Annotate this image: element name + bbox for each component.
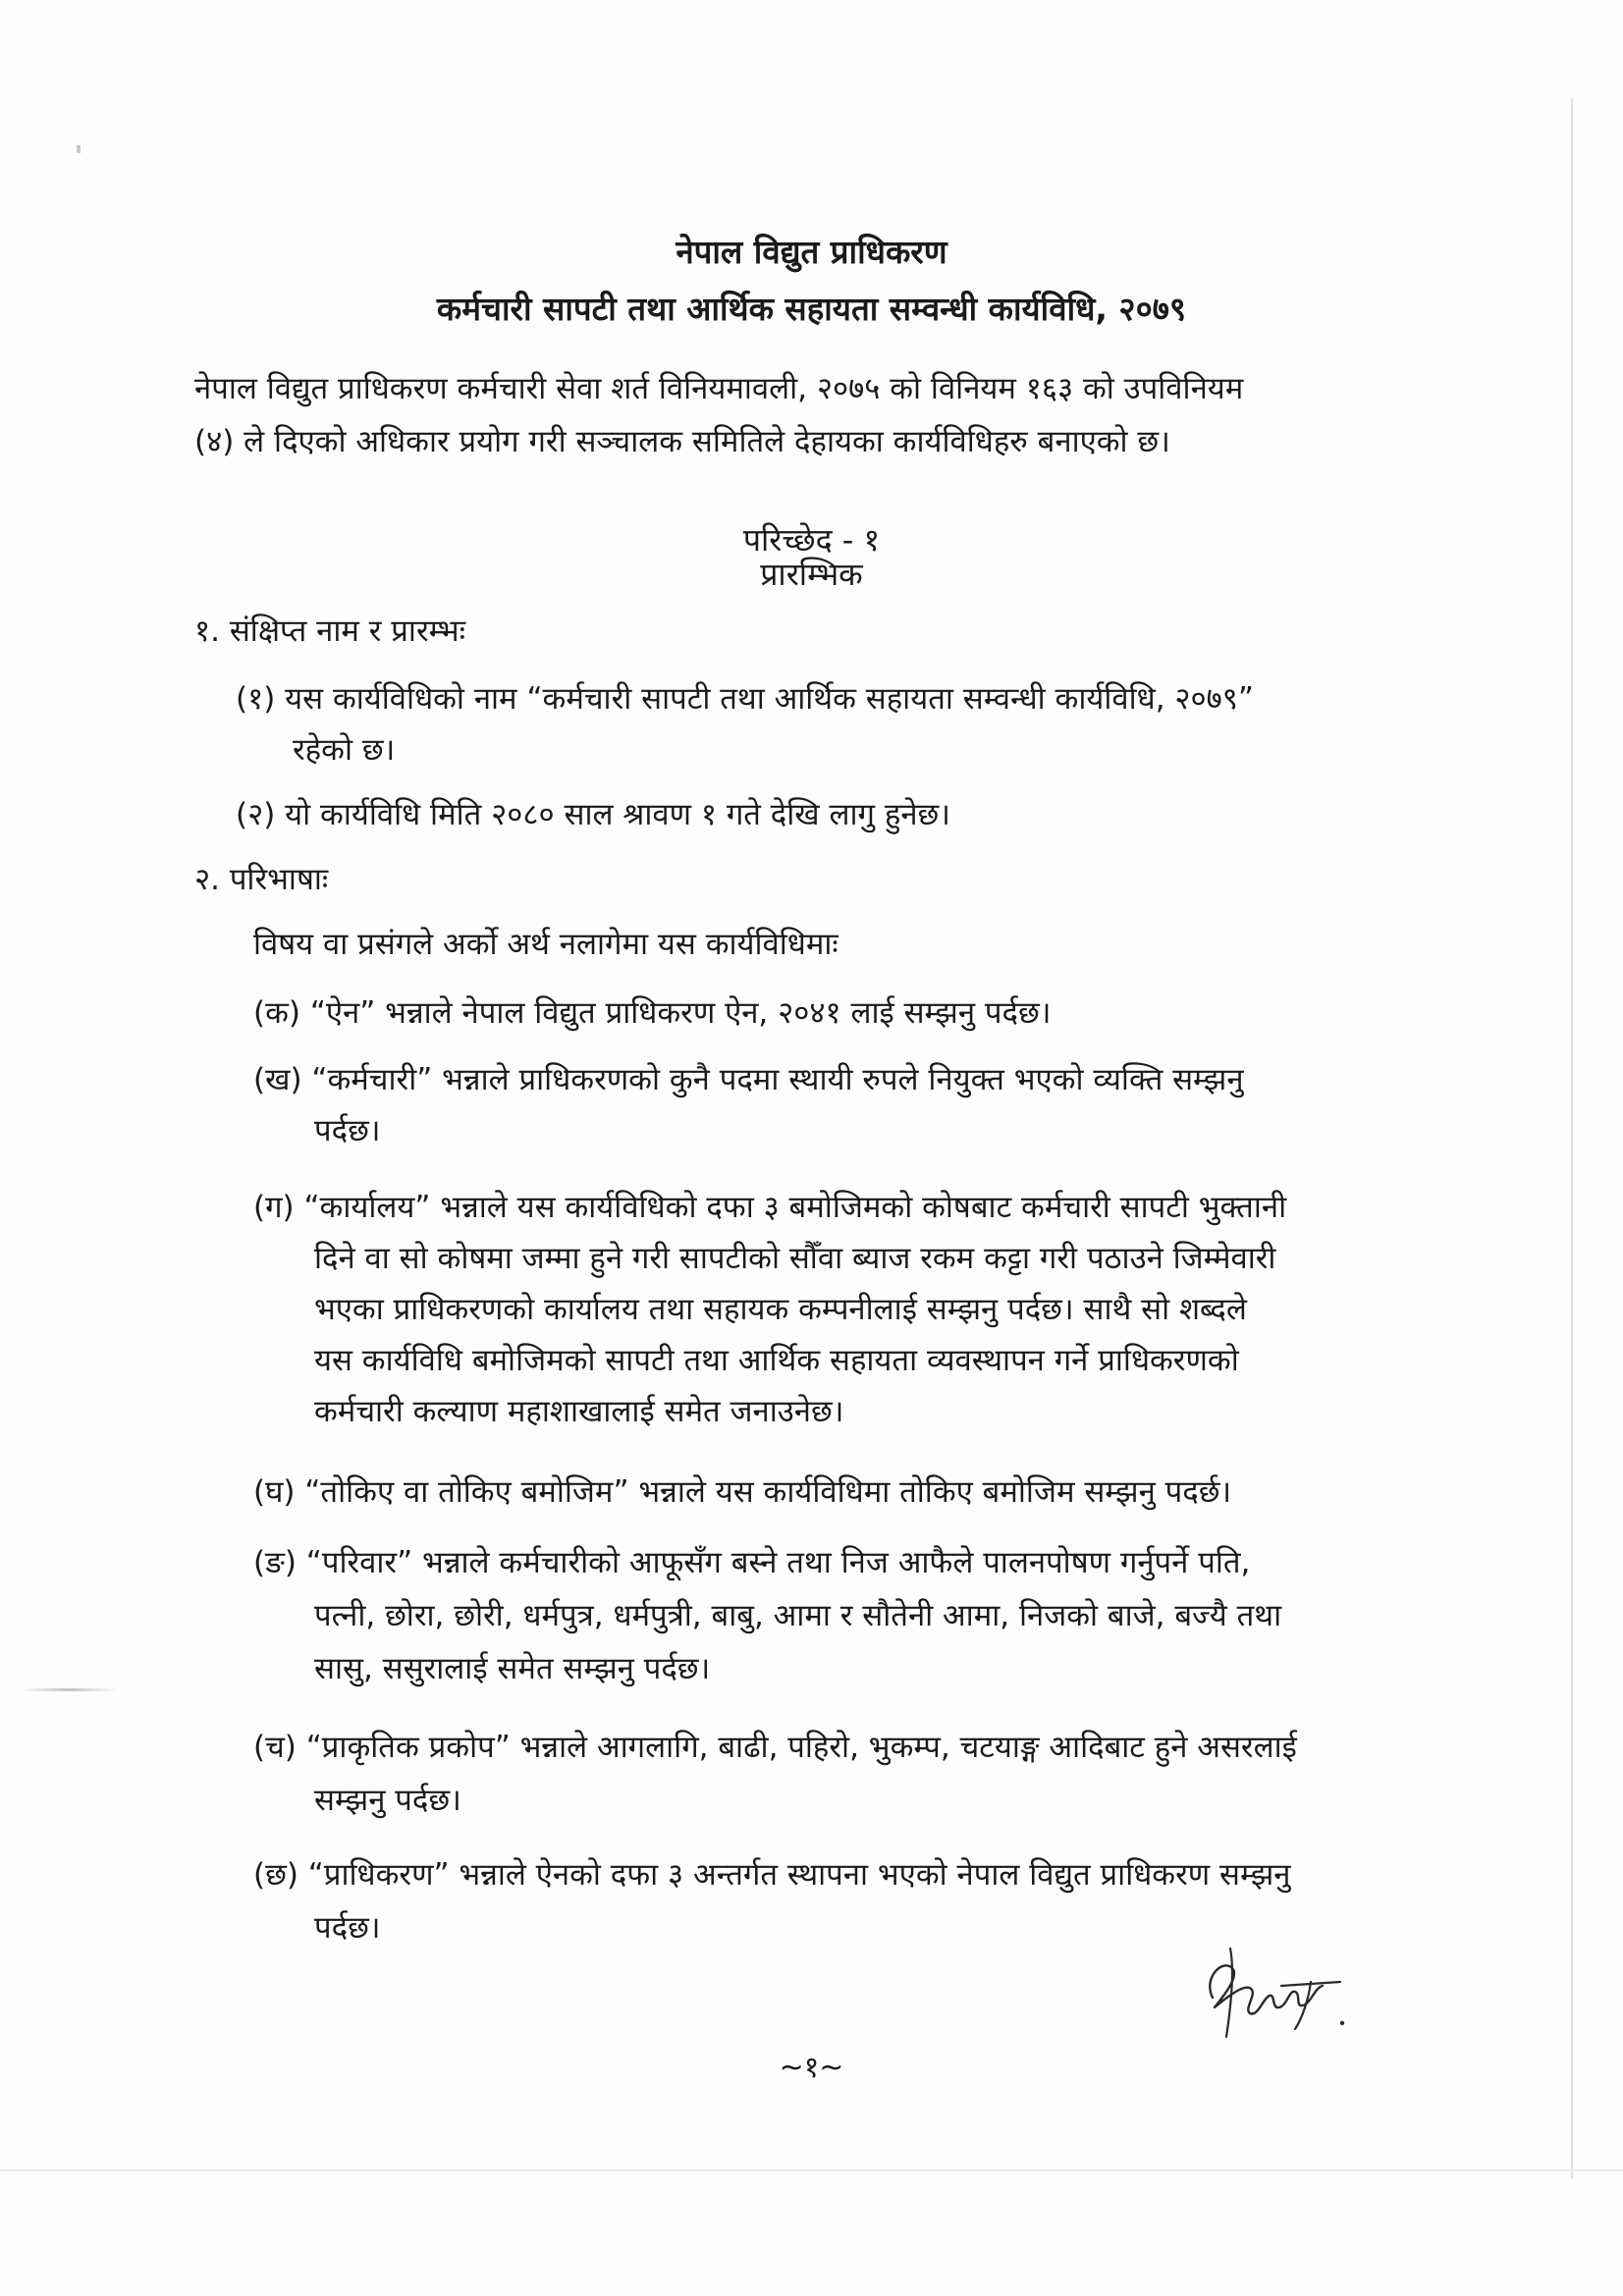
document-subtitle: कर्मचारी सापटी तथा आर्थिक सहायता सम्वन्धी कार्यविधि, २०७९: [436, 290, 1187, 328]
section-1-heading: १. संक्षिप्त नाम र प्रारम्भः: [194, 614, 465, 649]
scan-mark: [20, 1688, 118, 1691]
page-number: ~१~: [779, 2051, 844, 2085]
scan-right-edge: [1571, 98, 1573, 2179]
definition-cha-line-1: (च) “प्राकृतिक प्रकोप” भन्नाले आगलागि, बाढी, पहिरो, भुकम्प, चटयाङ्ग आदिबाट हुने असरलाई: [253, 1730, 1297, 1765]
signature-image: [1193, 1939, 1360, 2047]
section-1-sub-1-line-1: (१) यस कार्यविधिको नाम “कर्मचारी सापटी तथा आर्थिक सहायता सम्वन्धी कार्यविधि, २०७९”: [236, 681, 1254, 717]
definition-kha-line-2: पर्दछ।: [314, 1113, 381, 1148]
definition-nga-line-3: सासु, ससुरालाई समेत सम्झनु पर्दछ।: [314, 1651, 711, 1686]
definition-ga-line-2: दिने वा सो कोषमा जम्मा हुने गरी सापटीको सौँवा ब्याज रकम कट्टा गरी पठाउने जिम्मेवारी: [314, 1241, 1276, 1276]
definition-ga-line-1: (ग) “कार्यालय” भन्नाले यस कार्यविधिको दफा ३ बमोजिमको कोषबाट कर्मचारी सापटी भुक्तानी: [253, 1190, 1287, 1225]
preamble-line-1: नेपाल विद्युत प्राधिकरण कर्मचारी सेवा शर्त विनियमावली, २०७५ को विनियम १६३ को उपविनियम: [194, 371, 1244, 406]
section-1-sub-1-line-2: रहेको छ।: [293, 732, 396, 768]
section-1-sub-2: (२) यो कार्यविधि मिति २०८० साल श्रावण १ गते देखि लागु हुनेछ।: [236, 797, 950, 832]
scan-bottom-edge: [0, 2169, 1623, 2171]
document-title: नेपाल विद्युत प्राधिकरण: [676, 233, 947, 271]
definition-ga-line-3: भएका प्राधिकरणको कार्यालय तथा सहायक कम्पनीलाई सम्झनु पर्दछ। साथै सो शब्दले: [314, 1292, 1247, 1327]
scan-tick-mark: [77, 145, 81, 153]
section-2-heading: २. परिभाषाः: [194, 862, 329, 897]
definition-ga-line-4: यस कार्यविधि बमोजिमको सापटी तथा आर्थिक सहायता व्यवस्थापन गर्ने प्राधिकरणको: [314, 1343, 1239, 1378]
chapter-label: परिच्छेद - १: [742, 521, 881, 559]
definition-cha-line-2: सम्झनु पर्दछ।: [314, 1783, 461, 1818]
definition-gha: (घ) “तोकिए वा तोकिए बमोजिम” भन्नाले यस कार्यविधिमा तोकिए बमोजिम सम्झनु पदर्छ।: [253, 1474, 1232, 1510]
definition-kha-line-1: (ख) “कर्मचारी” भन्नाले प्राधिकरणको कुनै पदमा स्थायी रुपले नियुक्त भएको व्यक्ति सम्झनु: [253, 1062, 1244, 1097]
definition-chha-line-1: (छ) “प्राधिकरण” भन्नाले ऐनको दफा ३ अन्तर्गत स्थापना भएको नेपाल विद्युत प्राधिकरण सम्झनु: [253, 1857, 1291, 1893]
definition-nga-line-1: (ङ) “परिवार” भन्नाले कर्मचारीको आफूसँग बस्ने तथा निज आफैले पालनपोषण गर्नुपर्ने पति,: [253, 1545, 1251, 1580]
definition-nga-line-2: पत्नी, छोरा, छोरी, धर्मपुत्र, धर्मपुत्री, बाबु, आमा र सौतेनी आमा, निजको बाजे, बज्यै तथा: [314, 1598, 1282, 1633]
definition-ka: (क) “ऐन” भन्नाले नेपाल विद्युत प्राधिकरण ऐन, २०४१ लाई सम्झनु पर्दछ।: [253, 995, 1052, 1031]
section-2-intro: विषय वा प्रसंगले अर्को अर्थ नलागेमा यस कार्यविधिमाः: [253, 927, 839, 962]
preamble-line-2: (४) ले दिएको अधिकार प्रयोग गरी सञ्चालक समितिले देहायका कार्यविधिहरु बनाएको छ।: [194, 424, 1170, 459]
chapter-name: प्रारम्भिक: [760, 556, 863, 593]
definition-ga-line-5: कर्मचारी कल्याण महाशाखालाई समेत जनाउनेछ।: [314, 1394, 844, 1429]
definition-chha-line-2: पर्दछ।: [314, 1910, 381, 1946]
